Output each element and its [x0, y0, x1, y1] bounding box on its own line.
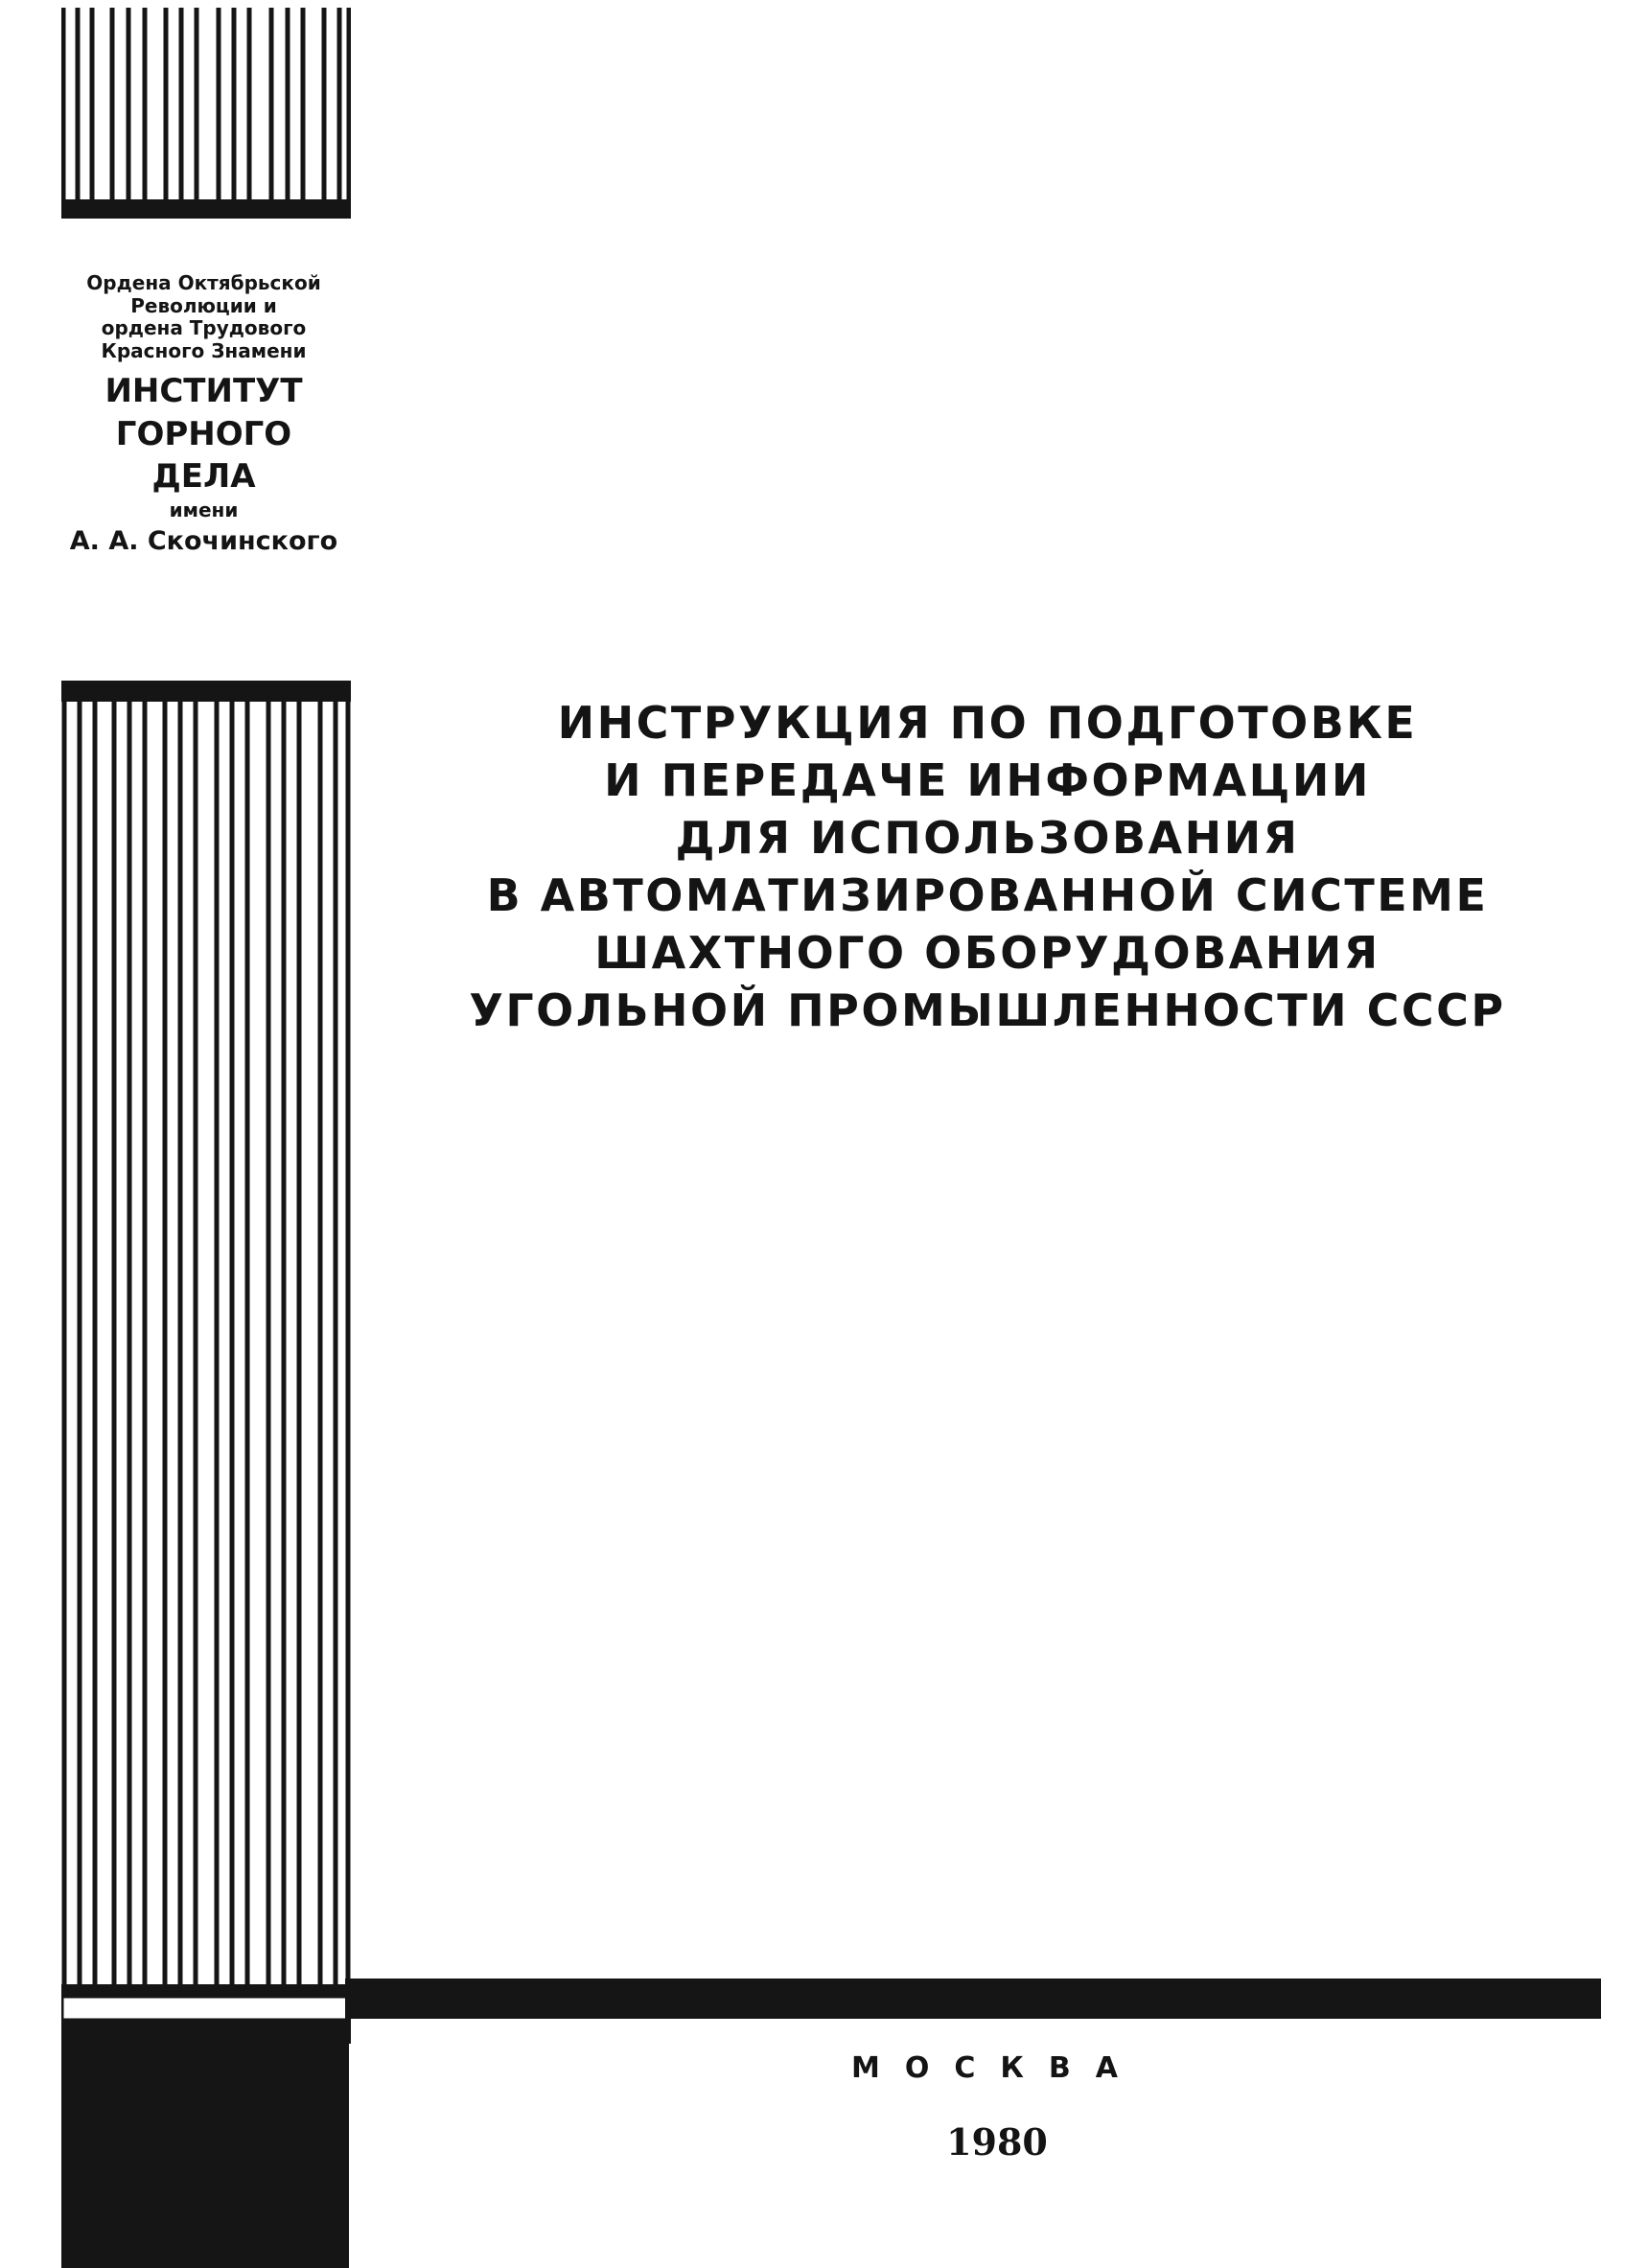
institute-name-line: ДЕЛА: [151, 456, 256, 496]
institute-name-line: ГОРНОГО: [115, 414, 292, 453]
column-ornament-top: [61, 8, 351, 219]
order-line: Ордена Октябрьской: [86, 271, 321, 294]
imprint-city: МОСКВА: [851, 2051, 1143, 2085]
title-line: ШАХТНОГО ОБОРУДОВАНИЯ: [594, 927, 1380, 979]
document-title: [364, 694, 1611, 1039]
institute-name-line: ИНСТИТУТ: [104, 372, 303, 411]
column-base-block: [61, 2044, 349, 2268]
title-line: В АВТОМАТИЗИРОВАННОЙ СИСТЕМЕ: [486, 869, 1489, 921]
title-line: ДЛЯ ИСПОЛЬЗОВАНИЯ: [675, 812, 1300, 864]
imprint-year: 1980: [946, 2120, 1048, 2164]
order-line: Красного Знамени: [101, 338, 307, 362]
order-line: Революции и: [130, 293, 277, 317]
title-line: ИНСТРУКЦИЯ ПО ПОДГОТОВКЕ: [557, 697, 1418, 749]
named-after: А. А. Скочинского: [69, 525, 338, 556]
institution-block: [38, 272, 369, 556]
title-line: И ПЕРЕДАЧЕ ИНФОРМАЦИИ: [604, 754, 1371, 806]
named-after-prefix: имени: [169, 498, 239, 521]
horizontal-rule: [345, 1979, 1601, 2019]
order-line: ордена Трудового: [101, 316, 307, 340]
column-ornament-main: [61, 681, 351, 2044]
title-line: УГОЛЬНОЙ ПРОМЫШЛЕННОСТИ СССР: [469, 984, 1506, 1036]
